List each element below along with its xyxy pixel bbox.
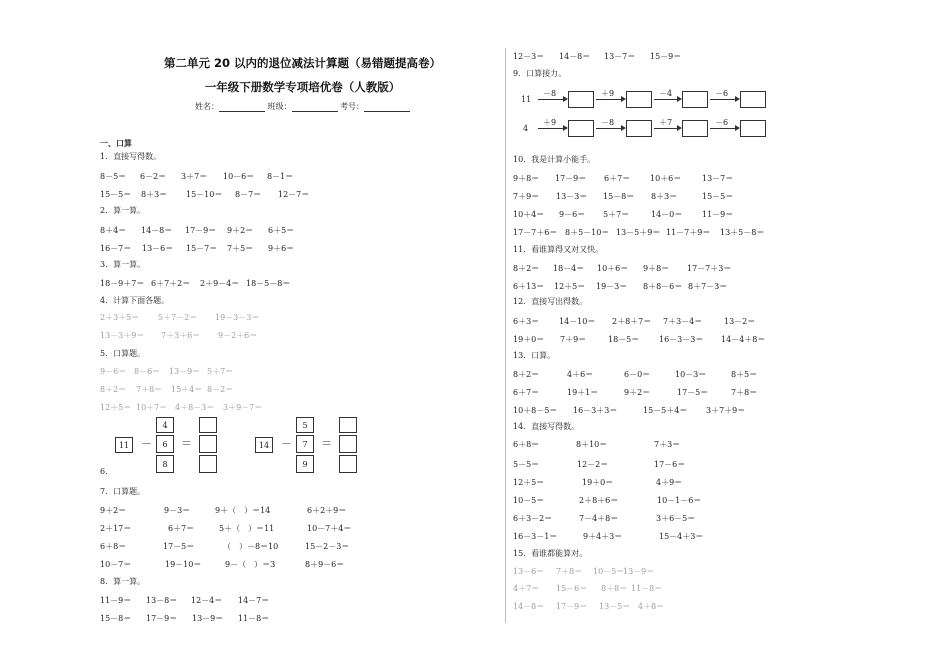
- q9-operation: －4: [659, 89, 673, 98]
- q5-problem: 7＋8＝: [136, 385, 163, 394]
- q13-problem: 6＋7＝: [513, 388, 540, 397]
- q13-problem: 4＋6＝: [567, 370, 594, 379]
- q9-answer-box[interactable]: [568, 91, 594, 108]
- q8-problem: 11－8＝: [238, 614, 270, 623]
- q11-problem: 9＋8＝: [643, 264, 670, 273]
- q14-problem: 16－3－1＝: [513, 532, 558, 541]
- q6-answer-box[interactable]: [199, 435, 217, 453]
- q9-label: 9．口算接力。: [513, 69, 567, 78]
- top-row-problem: 13－7＝: [604, 52, 636, 61]
- q5-problem: 5＋7＝: [207, 367, 234, 376]
- q12-problem: 7＋3－4＝: [663, 317, 703, 326]
- q13-problem: 6－0＝: [624, 370, 651, 379]
- page-subtitle: 一年级下册数学专项培优卷（人教版）: [204, 80, 401, 94]
- q12-problem: 7＋9＝: [560, 335, 587, 344]
- q13-problem: 15－5＋4＝: [643, 406, 688, 415]
- q10-problem: 13－3＝: [556, 192, 588, 201]
- q14-problem: 7＋3＝: [654, 440, 681, 449]
- q13-problem: 10＋8－5＝: [513, 406, 558, 415]
- q10-problem: 8＋3＝: [651, 192, 678, 201]
- q2-problem: 6＋5＝: [268, 226, 295, 235]
- q7-problem: 6＋8＝: [100, 542, 127, 551]
- q6-minuend-box-2: 14: [255, 437, 273, 453]
- q1-problem: 8＋3＝: [141, 190, 168, 199]
- q4-problem: 19－3－3＝: [215, 313, 260, 322]
- q14-problem: 7－4＋8＝: [579, 514, 619, 523]
- q2-problem: 9＋2＝: [227, 226, 254, 235]
- q12-problem: 14－4＋8＝: [721, 335, 766, 344]
- q7-problem: 2＋17＝: [100, 524, 132, 533]
- q7-problem: 9＋2＝: [100, 506, 127, 515]
- q6-subtrahend-box: 8: [156, 455, 174, 473]
- q14-label: 14．直接写得数。: [513, 422, 580, 431]
- q4-problem: 7＋3＋6＝: [161, 331, 201, 340]
- q15-problem: 11－8＝: [631, 584, 663, 593]
- q6-minus-sign-2: －: [281, 437, 292, 450]
- arrow-line: [710, 99, 736, 100]
- q12-problem: 14－10＝: [559, 317, 596, 326]
- q8-problem: 13－8＝: [146, 596, 178, 605]
- q10-problem: 9－6＝: [559, 210, 586, 219]
- q11-problem: 6＋13＝: [513, 282, 545, 291]
- q10-problem: 14－0＝: [651, 210, 683, 219]
- top-row-problem: 14－8＝: [559, 52, 591, 61]
- q7-problem: 10－7＋4＝: [307, 524, 352, 533]
- q9-answer-box[interactable]: [740, 120, 766, 137]
- q2-problem: 16－7＝: [100, 244, 132, 253]
- arrow-line: [654, 99, 678, 100]
- q5-problem: 8－6＝: [134, 367, 161, 376]
- q6-answer-box[interactable]: [339, 417, 357, 433]
- q6-equals-sign-2: ＝: [321, 437, 332, 450]
- q11-problem: 18－4＝: [553, 264, 585, 273]
- q10-problem: 13＋5－8＝: [720, 228, 765, 237]
- q11-problem: 17－7＋3＝: [687, 264, 732, 273]
- student-info: [100, 101, 505, 112]
- q15-problem: 4＋7＝: [513, 584, 540, 593]
- q1-problem: 8－7＝: [235, 190, 262, 199]
- q10-problem: 17－7＋6＝: [513, 228, 558, 237]
- q8-problem: 15－8＝: [100, 614, 132, 623]
- q4-problem: 5＋7－2＝: [158, 313, 198, 322]
- q1-problem: 6－2＝: [140, 172, 167, 181]
- q15-problem: 10－5＝: [593, 567, 625, 576]
- q6-subtrahend-box: 9: [296, 455, 314, 473]
- q14-problem: 6＋3－2＝: [513, 514, 553, 523]
- q8-problem: 12－4＝: [191, 596, 223, 605]
- q15-problem: 7＋8＝: [556, 567, 583, 576]
- arrow-line: [538, 128, 564, 129]
- q6-equals-sign-1: ＝: [181, 437, 192, 450]
- q4-problem: 2＋3＋5＝: [100, 313, 140, 322]
- name-label: 姓名：: [194, 102, 219, 111]
- q6-subtrahend-box: 7: [296, 435, 314, 453]
- arrow-line: [654, 128, 678, 129]
- q6-answer-box[interactable]: [339, 435, 357, 453]
- name-blank[interactable]: [219, 102, 265, 112]
- q2-problem: 13－6＝: [142, 244, 174, 253]
- top-row-problem: 15－9＝: [650, 52, 682, 61]
- q13-problem: 17－5＝: [677, 388, 709, 397]
- q12-problem: 2＋8＋7＝: [612, 317, 652, 326]
- q5-problem: 10＋7＝: [136, 403, 168, 412]
- q1-problem: 12－7＝: [278, 190, 310, 199]
- q6-minuend-box-1: 11: [115, 437, 133, 453]
- q15-problem: 8＋8＝: [601, 584, 628, 593]
- q12-label: 12．直接写出得数。: [513, 297, 588, 306]
- q9-answer-box[interactable]: [568, 120, 594, 137]
- q10-problem: 9＋8＝: [513, 174, 540, 183]
- q13-label: 13．口算。: [513, 351, 556, 360]
- q8-problem: 11－9＝: [100, 596, 132, 605]
- q3-problem: 18－5－8＝: [246, 279, 291, 288]
- q1-label: 1．直接写得数。: [100, 152, 162, 161]
- q13-problem: 8＋2＝: [513, 370, 540, 379]
- q5-problem: 15＋4＝: [171, 385, 203, 394]
- q14-problem: 12＋5＝: [513, 478, 545, 487]
- q11-problem: 8＋2＝: [513, 264, 540, 273]
- q14-problem: 15－4＋3＝: [659, 532, 704, 541]
- q6-answer-box[interactable]: [199, 455, 217, 473]
- q7-label: 7．口算题。: [100, 487, 146, 496]
- q6-label: 6．: [100, 467, 114, 476]
- arrow-line: [596, 128, 622, 129]
- q10-problem: 11－9＝: [702, 210, 734, 219]
- q14-problem: 10－1－6＝: [657, 496, 702, 505]
- q14-problem: 17－6＝: [654, 460, 686, 469]
- number-label: 考号：: [340, 102, 365, 111]
- q13-problem: 3＋7＋9＝: [706, 406, 746, 415]
- q10-problem: 13－7＝: [702, 174, 734, 183]
- q15-problem: 13－9＝: [623, 567, 655, 576]
- q5-problem: 3＋9－7＝: [223, 403, 263, 412]
- q1-problem: 10－6＝: [223, 172, 255, 181]
- q2-problem: 9＋6＝: [268, 244, 295, 253]
- section-heading: 一、口算: [100, 139, 132, 148]
- q3-problem: 2＋9－4＝: [200, 279, 240, 288]
- q1-problem: 8－5＝: [100, 172, 127, 181]
- q10-problem: 6＋7＝: [604, 174, 631, 183]
- q12-problem: 19＋0＝: [513, 335, 545, 344]
- column-divider: [505, 48, 506, 623]
- q9-operation: ＋9: [543, 118, 557, 127]
- q8-problem: 14－7＝: [238, 596, 270, 605]
- q2-problem: 14－8＝: [141, 226, 173, 235]
- q2-problem: 15－7＝: [186, 244, 218, 253]
- q13-problem: 16－3＋3＝: [573, 406, 618, 415]
- q15-problem: 14－8＝: [513, 602, 545, 611]
- q11-problem: 12＋5＝: [554, 282, 586, 291]
- q10-problem: 17－9＝: [555, 174, 587, 183]
- q12-problem: 16－3－3＝: [659, 335, 704, 344]
- q15-label: 15．看谁都能算对。: [513, 549, 588, 558]
- q9-operation: ＋7: [659, 118, 673, 127]
- q7-problem: 8＋9－6＝: [305, 560, 345, 569]
- q11-problem: 10＋6＝: [597, 264, 629, 273]
- q9-answer-box[interactable]: [682, 91, 708, 108]
- q7-problem: 9－（ ）＝3: [225, 560, 276, 569]
- q12-problem: 18－5＝: [608, 335, 640, 344]
- q7-problem: 15－2－3＝: [305, 542, 350, 551]
- class-blank[interactable]: [292, 102, 338, 112]
- q4-label: 4．计算下面各题。: [100, 296, 170, 305]
- q9-operation: －6: [715, 118, 729, 127]
- q10-problem: 10＋4＝: [513, 210, 545, 219]
- q10-problem: 7＋9＝: [513, 192, 540, 201]
- q9-operation: －6: [715, 89, 729, 98]
- q10-problem: 10＋6＝: [650, 174, 682, 183]
- q5-problem: 13－9＝: [169, 367, 201, 376]
- q3-label: 3．算一算。: [100, 260, 146, 269]
- q5-problem: 9－6＝: [100, 367, 127, 376]
- q7-problem: 9＋（ ）＝14: [215, 506, 271, 515]
- q14-problem: 4＋9＝: [656, 478, 683, 487]
- q7-problem: 9－3＝: [164, 506, 191, 515]
- q9-operation: －8: [601, 118, 615, 127]
- q14-problem: 10－5＝: [513, 496, 545, 505]
- q1-problem: 15－5＝: [100, 190, 132, 199]
- q10-problem: 11－7＋9＝: [666, 228, 711, 237]
- q5-problem: 8＋2＝: [100, 385, 127, 394]
- q11-problem: 19－3＝: [596, 282, 628, 291]
- top-row-problem: 12－3＝: [513, 52, 545, 61]
- arrow-line: [538, 99, 564, 100]
- class-label: 班级：: [267, 102, 292, 111]
- q9-operation: －8: [543, 89, 557, 98]
- q14-problem: 2＋8＋6＝: [579, 496, 619, 505]
- q8-label: 8．算一算。: [100, 577, 146, 586]
- q13-problem: 9＋2＝: [624, 388, 651, 397]
- q11-label: 11．看谁算得又对又快。: [513, 245, 604, 254]
- q9-answer-box[interactable]: [626, 120, 652, 137]
- q3-problem: 6＋7＋2＝: [151, 279, 191, 288]
- page-title: 第二单元 20 以内的退位减法计算题（易错题提高卷）: [163, 56, 441, 70]
- q4-problem: 13－3＋9＝: [100, 331, 145, 340]
- q11-problem: 8＋7－3＝: [688, 282, 728, 291]
- q14-problem: 8＋10＝: [576, 440, 608, 449]
- q9-operation: ＋9: [601, 89, 615, 98]
- q7-problem: 5＋（ ）＝11: [219, 524, 275, 533]
- q10-label: 10．我是计算小能手。: [513, 155, 596, 164]
- q1-problem: 15－10＝: [186, 190, 223, 199]
- q15-problem: 13－6＝: [513, 567, 545, 576]
- q6-minus-sign-1: －: [141, 437, 152, 450]
- arrow-line: [710, 128, 736, 129]
- q13-problem: 8＋5＝: [731, 370, 758, 379]
- q13-problem: 19＋1＝: [567, 388, 599, 397]
- q10-problem: 5＋7＝: [603, 210, 630, 219]
- q12-problem: 13－2＝: [724, 317, 756, 326]
- q6-answer-box[interactable]: [339, 455, 357, 473]
- q4-problem: 9－2＋6＝: [218, 331, 258, 340]
- q6-subtrahend-box: 5: [296, 417, 314, 433]
- q2-problem: 17－9＝: [185, 226, 217, 235]
- q14-problem: 6＋8＝: [513, 440, 540, 449]
- q10-problem: 15－5＝: [702, 192, 734, 201]
- q13-problem: 10－3＝: [675, 370, 707, 379]
- q7-problem: 19－10＝: [165, 560, 202, 569]
- q2-label: 2．算一算。: [100, 206, 146, 215]
- q7-problem: 10－7＝: [100, 560, 132, 569]
- q8-problem: 13－9＝: [192, 614, 224, 623]
- q8-problem: 17－9＝: [146, 614, 178, 623]
- q1-problem: 3＋7＝: [181, 172, 208, 181]
- q2-problem: 8＋4＝: [100, 226, 127, 235]
- q14-problem: 12－2＝: [577, 460, 609, 469]
- q9-chain1-start: 11: [521, 95, 532, 104]
- q6-answer-box[interactable]: [199, 417, 217, 433]
- q13-problem: 7＋8＝: [731, 388, 758, 397]
- q9-answer-box[interactable]: [740, 91, 766, 108]
- q14-problem: 5－5＝: [513, 460, 540, 469]
- q5-problem: 4＋8－3＝: [175, 403, 215, 412]
- q14-problem: 3＋6－5＝: [656, 514, 696, 523]
- q9-answer-box[interactable]: [626, 91, 652, 108]
- q12-problem: 6＋3＝: [513, 317, 540, 326]
- q7-problem: （ ）－8＝10: [223, 542, 279, 551]
- q6-subtrahend-box: 6: [156, 435, 174, 453]
- q10-problem: 13－5＋9＝: [616, 228, 661, 237]
- number-blank[interactable]: [364, 102, 410, 112]
- q15-problem: 17－9＝: [556, 602, 588, 611]
- q10-problem: 8＋5－10＝: [565, 228, 610, 237]
- q5-problem: 12＋5＝: [100, 403, 132, 412]
- q5-problem: 8－2＝: [207, 385, 234, 394]
- q6-subtrahend-box: 4: [156, 417, 174, 433]
- q10-problem: 15－8＝: [603, 192, 635, 201]
- q14-problem: 19＋0＝: [582, 478, 614, 487]
- q15-problem: 15－6＝: [556, 584, 588, 593]
- q7-problem: 17－5＝: [163, 542, 195, 551]
- q15-problem: 4＋8＝: [638, 602, 665, 611]
- q7-problem: 6＋7＝: [168, 524, 195, 533]
- q5-label: 5．口算题。: [100, 349, 146, 358]
- q11-problem: 8＋8－6＝: [643, 282, 683, 291]
- arrow-line: [596, 99, 622, 100]
- q9-chain2-start: 4: [523, 124, 529, 133]
- q1-problem: 8－1＝: [267, 172, 294, 181]
- q3-problem: 18－9＋7＝: [100, 279, 145, 288]
- q9-answer-box[interactable]: [682, 120, 708, 137]
- q2-problem: 7＋5＝: [227, 244, 254, 253]
- q7-problem: 6＋2＋9＝: [307, 506, 347, 515]
- q15-problem: 13－5＝: [599, 602, 631, 611]
- q14-problem: 9＋4＋3＝: [583, 532, 623, 541]
